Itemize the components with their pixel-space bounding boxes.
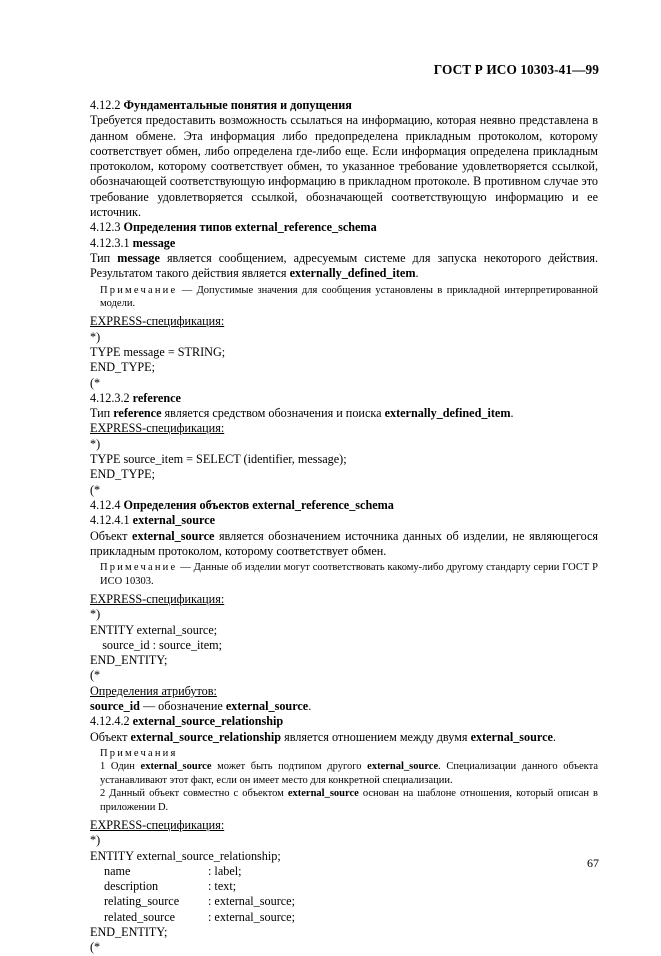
section-number: 4.12.4.1 [90,513,130,528]
section-title: reference [132,390,181,405]
note-text: — Данные об изделии могут соответствовать какому-либо другому стандарту серии ГОСТ Р ИСО 10303. [100,562,598,587]
standard-header: ГОСТ Р ИСО 10303-41—99 [433,62,599,77]
bold-term: external_source_relationship [130,729,282,744]
code-line: ENTITY external_source_relationship; [90,848,281,863]
section-heading-4-12-2 [90,98,598,113]
note-label: Примечания [100,747,178,759]
note-label: Примечание [100,284,178,296]
code-line: END_TYPE; [90,467,155,482]
section-title: message [132,235,176,250]
text-run: является сообщением, адресуемым системе для запуска некоторого действия. Результатом такого действия является [90,250,598,281]
bold-term: external_source [367,761,439,773]
paragraph-external-source [90,529,598,560]
section-heading-4-12-4-1 [90,513,598,528]
code-line: END_TYPE; [90,360,155,375]
code-attribute-row [90,910,598,925]
text-run: 2 Данный объект совместно с объектом [100,788,288,800]
text-run: . [415,266,419,281]
page-number: 67 [587,856,599,870]
section-heading-4-12-4 [90,498,598,513]
code-line: *) [90,833,101,848]
text-run: . [510,406,514,421]
bold-term: external_source [132,528,215,543]
code-attribute-type: : external_source; [208,894,295,909]
paragraph-assumptions: Требуется предоставить возможность ссылаться на информацию, которая неявно представлена в данном обмене. Эта информация либо предопределена прикладным протоколом, которому соответствует обмен, либо определена где-либо еще. Если информация определена прикладным протоколом, которому соответствует обмен, то указанное требование удовлетворяется ссылкой, обозначающей соответствующую информацию в прикладном протоколе. В противном случае это требование удовлетворяется ссылкой, обозначающей соответствующую информацию и ее источник. [90,113,598,220]
bold-term: message [117,250,160,265]
code-line: *) [90,436,101,451]
text-run: . Специализации данного объекта устанавливают этот факт, если он имеет место для конкретной специализации. [100,761,598,786]
code-line: (* [90,375,101,390]
code-attribute-name: description [104,879,159,894]
section-heading-4-12-3-1 [90,236,598,251]
attributes-label: Определения атрибутов: [90,683,217,698]
section-title: Фундаментальные понятия и допущения [123,98,352,112]
text-run: 1 Один [100,761,141,773]
note-2 [100,787,598,814]
code-attribute-name: related_source [104,909,176,924]
text-run: . [552,729,556,744]
code-attribute-name: name [104,863,131,878]
section-number: 4.12.4 [90,497,121,512]
text-run: — обозначение [139,699,226,714]
bold-term: external_source [140,761,212,773]
text-run: является обозначением источника данных об изделии, не являющегося прикладным протоколом, которому соответствует обмен. [90,528,599,558]
bold-term: reference [113,406,162,421]
section-number: 4.12.2 [90,98,121,112]
bold-term: externally_defined_item [384,406,511,421]
code-line: TYPE message = STRING; [90,344,226,359]
code-line: END_ENTITY; [90,653,168,668]
code-line: (* [90,482,101,497]
text-run: Тип [90,250,118,265]
code-attribute-row [90,894,598,909]
section-number: 4.12.3 [90,220,121,235]
notes-label [100,747,598,760]
text-run: . [308,699,312,714]
text-run: является средством обозначения и поиска [161,406,385,421]
section-heading-4-12-3 [90,220,598,235]
section-title: external_source_relationship [132,714,284,729]
code-line: *) [90,329,101,344]
code-attribute-row [90,879,598,894]
code-line: (* [90,940,101,955]
attribute-name: source_id [90,699,140,714]
note-text: — Допустимые значения для сообщения установлены в прикладной интерпретированной модели. [100,284,598,309]
bold-term: external_source [225,699,309,714]
section-title: Определения типов external_reference_schema [123,220,377,235]
text-run: основан на шаблоне отношения, который описан в приложении D. [100,788,598,813]
note-1 [100,760,598,787]
text-run: Тип [90,406,114,421]
code-line: ENTITY external_source; [90,622,218,637]
code-line: (* [90,668,101,683]
bold-term: external_source [287,788,359,800]
express-label: EXPRESS-спецификация: [90,817,225,832]
paragraph-message [90,251,598,282]
document-body [90,98,598,956]
code-attribute-type: : label; [208,863,242,878]
section-number: 4.12.3.1 [90,235,130,250]
section-number: 4.12.4.2 [90,714,130,729]
section-heading-4-12-4-2 [90,714,598,729]
text-run: Объект [90,729,131,744]
code-attribute-type: : text; [208,879,237,894]
code-line: END_ENTITY; [90,925,168,940]
text-run: может быть подтипом другого [211,761,368,773]
note-label: Примечание [100,562,178,574]
express-label: EXPRESS-спецификация: [90,591,225,606]
section-heading-4-12-3-2 [90,391,598,406]
section-title: Определения объектов external_reference_schema [123,497,394,512]
section-title: external_source [132,513,216,528]
express-label: EXPRESS-спецификация: [90,314,225,329]
express-label: EXPRESS-спецификация: [90,421,225,436]
paragraph-reference [90,406,598,421]
code-line: *) [90,607,101,622]
section-number: 4.12.3.2 [90,390,130,405]
note-message [100,284,598,311]
attribute-definition [90,699,598,714]
bold-term: externally_defined_item [289,266,416,281]
note-external-source [100,561,598,588]
code-attribute-type: : external_source; [208,909,295,924]
text-run: является отношением между двумя [281,729,471,744]
bold-term: external_source [470,729,553,744]
code-attribute-name: relating_source [104,894,180,909]
text-run: Объект [90,528,133,543]
paragraph-relationship [90,730,598,745]
code-line: TYPE source_item = SELECT (identifier, message); [90,452,347,467]
code-attribute-row [90,864,598,879]
code-line: source_id : source_item; [90,637,222,652]
